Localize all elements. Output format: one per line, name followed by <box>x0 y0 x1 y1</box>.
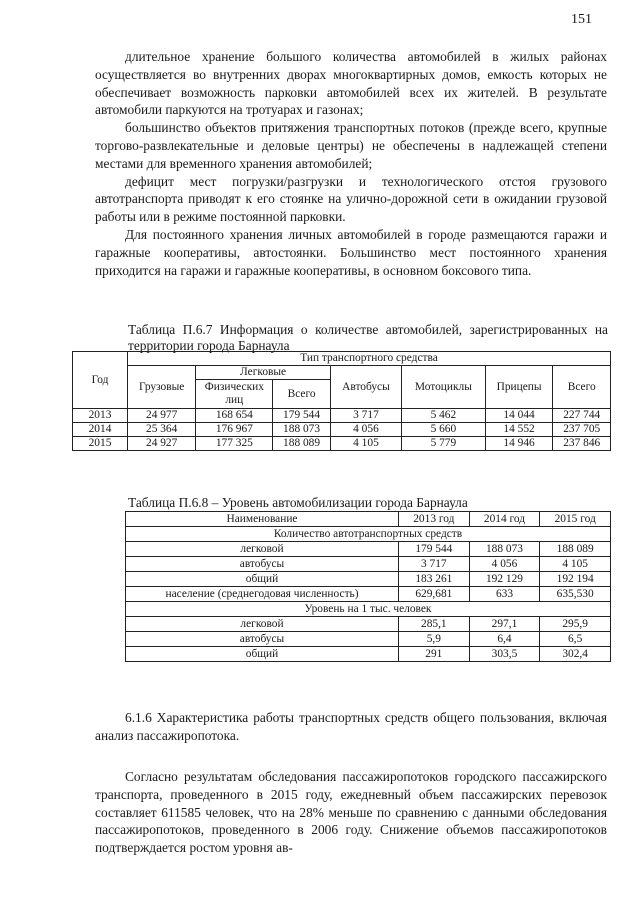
cell: 179 544 <box>399 542 470 557</box>
cell: 3 717 <box>330 409 401 423</box>
cell: 188 089 <box>273 437 330 451</box>
cell: 177 325 <box>196 437 273 451</box>
cell: 633 <box>469 587 540 602</box>
cell: 5 660 <box>402 423 486 437</box>
group-title: Количество автотранспортных средств <box>126 527 611 542</box>
header-2015: 2015 год <box>540 512 611 527</box>
cell: 237 705 <box>553 423 611 437</box>
cell: легковой <box>126 542 399 557</box>
cell: 179 544 <box>273 409 330 423</box>
motorization-level-table <box>125 511 611 662</box>
cell: 14 946 <box>485 437 553 451</box>
paragraph: Для постоянного хранения личных автомобилей в городе размещаются гаражи и гаражные кооперативы, автостоянки. Большинство мест постоянного хранения приходится на гаражи и гаражные кооперативы, в основном боксового типа. <box>95 226 607 278</box>
page-number: 151 <box>571 12 592 27</box>
cell: 2014 <box>73 423 128 437</box>
table2-caption: Таблица П.6.8 – Уровень автомобилизации города Барнаула <box>128 495 468 510</box>
cell: 2013 <box>73 409 128 423</box>
header-2013: 2013 год <box>399 512 470 527</box>
cell: 188 073 <box>273 423 330 437</box>
header-trucks: Грузовые <box>128 366 196 409</box>
cell: 291 <box>399 647 470 662</box>
cell: 4 105 <box>540 557 611 572</box>
cell: автобусы <box>126 557 399 572</box>
paragraph: Согласно результатам обследования пассажиропотоков городского пассажирского транспорта, проведенного в 2015 году, ежедневный объем пассажирских перевозок составляет 611585 человек, что на 28% меньше по сравнению с данными обследования пассажиропотоков, проведенного в 2006 году. Снижение объемов пассажиропотоков подтверждается ростом уровня ав- <box>95 769 607 856</box>
cell: 237 846 <box>553 437 611 451</box>
cell: население (среднегодовая численность) <box>126 587 399 602</box>
cell: 24 977 <box>128 409 196 423</box>
cell: 635,530 <box>540 587 611 602</box>
vehicle-registration-table <box>72 351 611 451</box>
cell: общий <box>126 572 399 587</box>
cell: 6,5 <box>540 632 611 647</box>
table-row <box>126 617 611 632</box>
header-individuals: Физических лиц <box>196 380 273 409</box>
group-title: Уровень на 1 тыс. человек <box>126 602 611 617</box>
cell: 192 129 <box>469 572 540 587</box>
header-2014: 2014 год <box>469 512 540 527</box>
cell: автобусы <box>126 632 399 647</box>
cell: 4 056 <box>469 557 540 572</box>
intro-text <box>95 48 607 279</box>
cell: 4 056 <box>330 423 401 437</box>
cell: 302,4 <box>540 647 611 662</box>
cell: 25 364 <box>128 423 196 437</box>
paragraph: длительное хранение большого количества автомобилей в жилых районах осуществляется во внутренних дворах многоквартирных домов, емкость которых не обеспечивает возможность парковки автомобилей всех их жителей. В результате автомобили паркуются на тротуарах и газонах; <box>95 49 607 118</box>
cell: 297,1 <box>469 617 540 632</box>
cell: 188 089 <box>540 542 611 557</box>
cell: 303,5 <box>469 647 540 662</box>
closing-text <box>95 768 607 857</box>
cell: 168 654 <box>196 409 273 423</box>
header-cars-total: Всего <box>273 380 330 409</box>
header-year: Год <box>73 352 128 409</box>
header-vehicle-type: Тип транспортного средства <box>128 352 611 366</box>
header-motorcycles: Мотоциклы <box>402 366 486 409</box>
section-heading: 6.1.6 Характеристика работы транспортных средств общего пользования, включая анализ пассажиропотока. <box>95 710 607 743</box>
cell: 183 261 <box>399 572 470 587</box>
cell: 14 552 <box>485 423 553 437</box>
cell: 295,9 <box>540 617 611 632</box>
cell: 24 927 <box>128 437 196 451</box>
table-row <box>73 437 611 451</box>
table-row <box>73 409 611 423</box>
header-name: Наименование <box>126 512 399 527</box>
header-buses: Автобусы <box>330 366 401 409</box>
paragraph: большинство объектов притяжения транспортных потоков (прежде всего, крупные торгово-развлекательные и деловые центры) не обеспечены в надлежащей степени местами для временного хранения автомобилей; <box>95 120 607 171</box>
cell: 6,4 <box>469 632 540 647</box>
header-trailers: Прицепы <box>485 366 553 409</box>
table-row <box>126 632 611 647</box>
table-row <box>126 557 611 572</box>
cell: 227 744 <box>553 409 611 423</box>
cell: 3 717 <box>399 557 470 572</box>
header-total: Всего <box>553 366 611 409</box>
table-row <box>126 572 611 587</box>
cell: 192 194 <box>540 572 611 587</box>
paragraph: дефицит мест погрузки/разгрузки и технологического отстоя грузового автотранспорта приводят к его стоянке на улично-дорожной сети в ожидании грузовой работы или в режиме постоянной парковки. <box>95 173 607 225</box>
cell: 629,681 <box>399 587 470 602</box>
cell: 5,9 <box>399 632 470 647</box>
table-row <box>126 587 611 602</box>
cell: 14 044 <box>485 409 553 423</box>
cell: легковой <box>126 617 399 632</box>
table-row <box>73 423 611 437</box>
cell: 188 073 <box>469 542 540 557</box>
header-cars: Легковые <box>196 366 330 380</box>
cell: 2015 <box>73 437 128 451</box>
table-row <box>126 542 611 557</box>
cell: 176 967 <box>196 423 273 437</box>
table-row <box>126 647 611 662</box>
cell: 5 462 <box>402 409 486 423</box>
cell: 285,1 <box>399 617 470 632</box>
table1-caption: Таблица П.6.7 Информация о количестве автомобилей, зарегистрированных на территории города Барнаула <box>128 322 608 353</box>
cell: 4 105 <box>330 437 401 451</box>
cell: 5 779 <box>402 437 486 451</box>
cell: общий <box>126 647 399 662</box>
